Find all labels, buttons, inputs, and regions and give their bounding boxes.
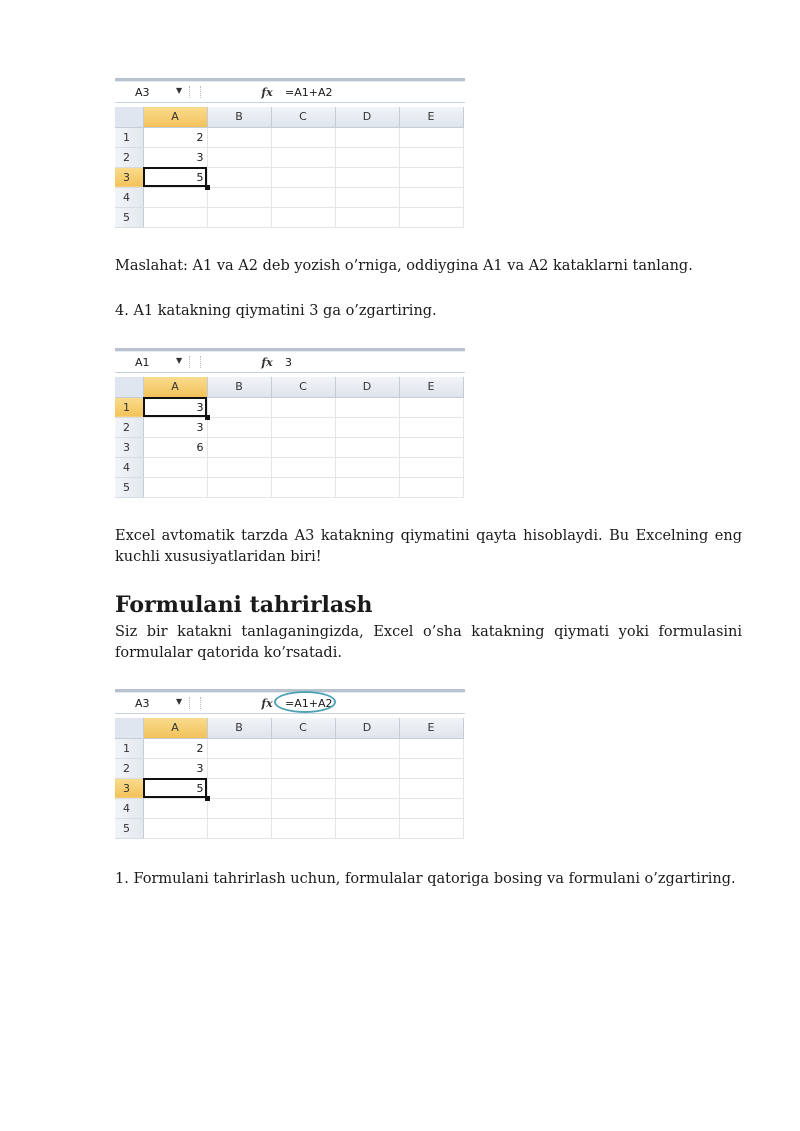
cell-c2[interactable] xyxy=(271,147,335,167)
cell-c1[interactable] xyxy=(271,397,335,417)
dropdown-arrow-icon[interactable]: ▼ xyxy=(176,356,183,365)
cell-b2[interactable] xyxy=(207,417,271,437)
cell-b4[interactable] xyxy=(207,187,271,207)
cell-c4[interactable] xyxy=(271,798,335,818)
cell-b3[interactable] xyxy=(207,778,271,798)
tip-text: Maslahat: A1 va A2 deb yozish o’rniga, oddiygina A1 va A2 kataklarni tanlang. xyxy=(115,258,693,274)
column-header-d[interactable]: D xyxy=(335,107,399,127)
spreadsheet-grid xyxy=(115,107,464,228)
cell-c5[interactable] xyxy=(271,818,335,838)
cell-e2[interactable] xyxy=(399,147,463,167)
column-header-e[interactable]: E xyxy=(399,718,463,738)
section-heading: Formulani tahrirlash xyxy=(115,592,373,618)
cell-b1[interactable] xyxy=(207,127,271,147)
name-box[interactable]: A3 ▼ xyxy=(135,696,183,710)
column-header-b[interactable]: B xyxy=(207,377,271,397)
cell-c2[interactable] xyxy=(271,758,335,778)
step-1-text: 1. Formulani tahrirlash uchun, formulalar qatoriga bosing va formulani o’zgartiring. xyxy=(115,871,736,887)
formula-bar xyxy=(115,693,465,714)
column-header-b[interactable]: B xyxy=(207,107,271,127)
section-intro-text: Siz bir katakni tanlaganingizda, Excel o’sha katakning qiymati yoki formulasini formulalar qatorida ko’rsatadi. xyxy=(115,624,742,661)
row-header-4[interactable]: 4 xyxy=(115,457,143,477)
row-header-5[interactable]: 5 xyxy=(115,818,143,838)
fx-icon[interactable]: fx xyxy=(261,696,273,710)
cell-b2[interactable] xyxy=(207,147,271,167)
resize-grip-icon[interactable] xyxy=(189,356,201,368)
cell-c4[interactable] xyxy=(271,187,335,207)
cell-e3[interactable] xyxy=(399,778,463,798)
cell-e5[interactable] xyxy=(399,207,463,227)
cell-a4[interactable] xyxy=(143,187,207,207)
cell-e3[interactable] xyxy=(399,437,463,457)
cell-a1-active[interactable]: 3 xyxy=(143,397,207,417)
cell-a2[interactable]: 3 xyxy=(143,147,207,167)
dropdown-arrow-icon[interactable]: ▼ xyxy=(176,697,183,706)
column-header-a[interactable]: A xyxy=(143,718,207,738)
cell-d5[interactable] xyxy=(335,477,399,497)
select-all-corner[interactable] xyxy=(115,377,143,397)
cell-d3[interactable] xyxy=(335,167,399,187)
cell-e3[interactable] xyxy=(399,167,463,187)
column-header-e[interactable]: E xyxy=(399,377,463,397)
cell-a5[interactable] xyxy=(143,477,207,497)
row-header-2[interactable]: 2 xyxy=(115,147,143,167)
cell-a1[interactable]: 2 xyxy=(143,738,207,758)
cell-b1[interactable] xyxy=(207,738,271,758)
row-header-1[interactable]: 1 xyxy=(115,738,143,758)
formula-input[interactable]: 3 xyxy=(285,355,292,369)
cell-a3-active[interactable]: 5 xyxy=(143,167,207,187)
cell-e5[interactable] xyxy=(399,477,463,497)
column-header-d[interactable]: D xyxy=(335,377,399,397)
column-header-a[interactable]: A xyxy=(143,377,207,397)
fx-icon[interactable]: fx xyxy=(261,355,273,369)
cell-d2[interactable] xyxy=(335,147,399,167)
cell-e4[interactable] xyxy=(399,457,463,477)
cell-d2[interactable] xyxy=(335,417,399,437)
formula-input[interactable]: =A1+A2 xyxy=(285,85,333,99)
row-header-3[interactable]: 3 xyxy=(115,167,143,187)
cell-a1[interactable]: 2 xyxy=(143,127,207,147)
column-header-c[interactable]: C xyxy=(271,107,335,127)
column-header-c[interactable]: C xyxy=(271,377,335,397)
name-box[interactable]: A3 ▼ xyxy=(135,85,183,99)
cell-d5[interactable] xyxy=(335,207,399,227)
cell-b2[interactable] xyxy=(207,758,271,778)
cell-a2[interactable]: 3 xyxy=(143,417,207,437)
cell-a3-active[interactable]: 5 xyxy=(143,778,207,798)
formula-bar xyxy=(115,82,465,103)
row-header-5[interactable]: 5 xyxy=(115,477,143,497)
cell-c4[interactable] xyxy=(271,457,335,477)
cell-e1[interactable] xyxy=(399,397,463,417)
cell-d4[interactable] xyxy=(335,187,399,207)
excel-screenshot-3 xyxy=(115,689,465,841)
cell-a4[interactable] xyxy=(143,798,207,818)
fx-icon[interactable]: fx xyxy=(261,85,273,99)
formula-bar xyxy=(115,352,465,373)
cell-b5[interactable] xyxy=(207,477,271,497)
row-header-5[interactable]: 5 xyxy=(115,207,143,227)
cell-a5[interactable] xyxy=(143,207,207,227)
cell-d5[interactable] xyxy=(335,818,399,838)
cell-d1[interactable] xyxy=(335,738,399,758)
dropdown-arrow-icon[interactable]: ▼ xyxy=(176,86,183,95)
cell-e2[interactable] xyxy=(399,417,463,437)
cell-b5[interactable] xyxy=(207,207,271,227)
cell-e4[interactable] xyxy=(399,798,463,818)
row-header-4[interactable]: 4 xyxy=(115,798,143,818)
cell-e5[interactable] xyxy=(399,818,463,838)
spreadsheet-grid xyxy=(115,718,464,839)
row-header-1[interactable]: 1 xyxy=(115,397,143,417)
cell-c5[interactable] xyxy=(271,477,335,497)
row-header-3[interactable]: 3 xyxy=(115,778,143,798)
cell-b3[interactable] xyxy=(207,167,271,187)
cell-e4[interactable] xyxy=(399,187,463,207)
row-header-3[interactable]: 3 xyxy=(115,437,143,457)
formula-input[interactable]: =A1+A2 xyxy=(279,694,332,712)
cell-b1[interactable] xyxy=(207,397,271,417)
cell-d2[interactable] xyxy=(335,758,399,778)
cell-b3[interactable] xyxy=(207,437,271,457)
cell-d4[interactable] xyxy=(335,798,399,818)
row-header-2[interactable]: 2 xyxy=(115,758,143,778)
column-header-b[interactable]: B xyxy=(207,718,271,738)
step-4-text: 4. A1 katakning qiymatini 3 ga o’zgartiring. xyxy=(115,303,437,319)
row-header-2[interactable]: 2 xyxy=(115,417,143,437)
cell-a4[interactable] xyxy=(143,457,207,477)
cell-d1[interactable] xyxy=(335,397,399,417)
resize-grip-icon[interactable] xyxy=(189,697,201,709)
recalc-text: Excel avtomatik tarzda A3 katakning qiymatini qayta hisoblaydi. Bu Excelning eng kuchli xususiyatlaridan biri! xyxy=(115,528,742,565)
cell-b5[interactable] xyxy=(207,818,271,838)
cell-e1[interactable] xyxy=(399,738,463,758)
excel-screenshot-2 xyxy=(115,348,465,500)
column-header-c[interactable]: C xyxy=(271,718,335,738)
cell-c3[interactable] xyxy=(271,437,335,457)
spreadsheet-grid xyxy=(115,377,464,498)
row-header-1[interactable]: 1 xyxy=(115,127,143,147)
row-header-4[interactable]: 4 xyxy=(115,187,143,207)
formula-highlight-circle xyxy=(274,691,336,713)
select-all-corner[interactable] xyxy=(115,107,143,127)
name-box[interactable]: A1 ▼ xyxy=(135,355,183,369)
cell-b4[interactable] xyxy=(207,457,271,477)
cell-a2[interactable]: 3 xyxy=(143,758,207,778)
column-header-d[interactable]: D xyxy=(335,718,399,738)
cell-c2[interactable] xyxy=(271,417,335,437)
cell-c3[interactable] xyxy=(271,778,335,798)
cell-e1[interactable] xyxy=(399,127,463,147)
select-all-corner[interactable] xyxy=(115,718,143,738)
cell-e2[interactable] xyxy=(399,758,463,778)
cell-d3[interactable] xyxy=(335,778,399,798)
cell-c5[interactable] xyxy=(271,207,335,227)
cell-d3[interactable] xyxy=(335,437,399,457)
cell-b4[interactable] xyxy=(207,798,271,818)
excel-screenshot-1 xyxy=(115,78,465,230)
cell-a3[interactable]: 6 xyxy=(143,437,207,457)
cell-d1[interactable] xyxy=(335,127,399,147)
resize-grip-icon[interactable] xyxy=(189,86,201,98)
cell-c3[interactable] xyxy=(271,167,335,187)
column-header-e[interactable]: E xyxy=(399,107,463,127)
cell-c1[interactable] xyxy=(271,738,335,758)
cell-d4[interactable] xyxy=(335,457,399,477)
cell-c1[interactable] xyxy=(271,127,335,147)
column-header-a[interactable]: A xyxy=(143,107,207,127)
cell-a5[interactable] xyxy=(143,818,207,838)
